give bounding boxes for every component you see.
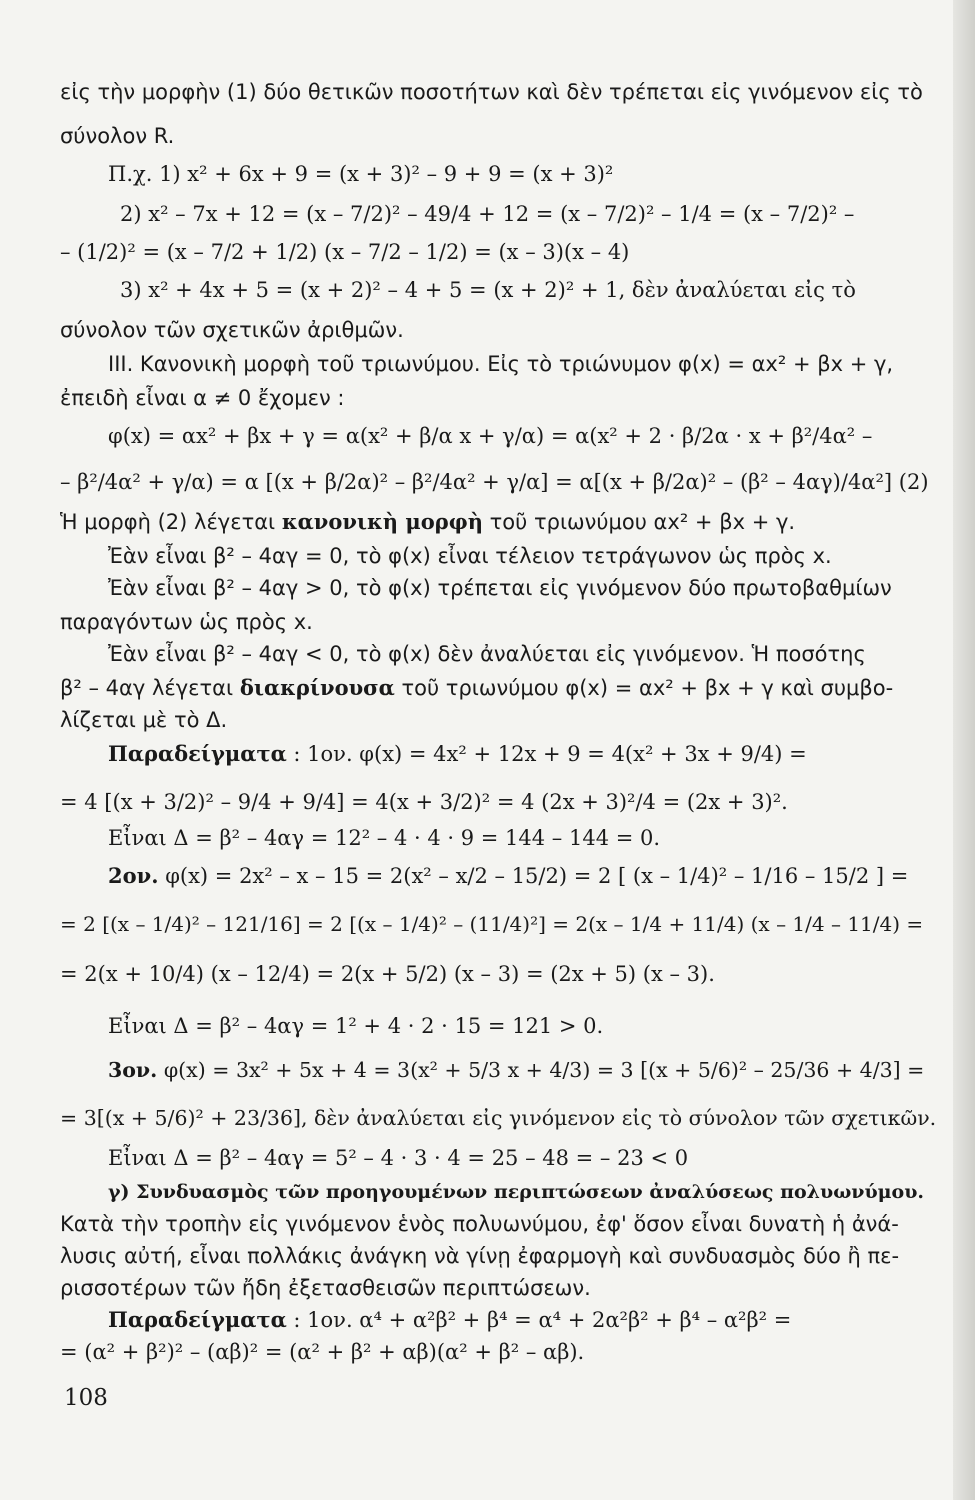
math-line: = (α² + β²)² – (αβ)² = (α² + β² + αβ)(α² + β² – αβ).	[60, 1340, 585, 1364]
text-line: Ἐὰν εἶναι β² – 4αγ = 0, τὸ φ(x) εἶναι τέλειον τετράγωνον ὡς πρὸς x.	[108, 544, 832, 568]
math-line: = 2 [(x – 1/4)² – 121/16] = 2 [(x – 1/4)² – (11/4)²] = 2(x – 1/4 + 11/4) (x – 1/4 – 11/4) =	[60, 912, 924, 936]
text-line: λυσις αὐτή, εἶναι πολλάκις ἀνάγκη νὰ γίνῃ ἐφαρμογὴ καὶ συνδυασμὸς δύο ἢ πε-	[60, 1244, 900, 1268]
math-line: Εἶναι Δ = β² – 4αγ = 5² – 4 · 3 · 4 = 25 – 48 = – 23 < 0	[108, 1146, 689, 1170]
math-line: Εἶναι Δ = β² – 4αγ = 12² – 4 · 4 · 9 = 144 – 144 = 0.	[108, 826, 661, 850]
math-line: = 2(x + 10/4) (x – 12/4) = 2(x + 5/2) (x – 3) = (2x + 5) (x – 3).	[60, 962, 715, 986]
section-heading: γ) Συνδυασμὸς τῶν προηγουμένων περιπτώσεων ἀναλύσεως πολυωνύμου.	[108, 1181, 925, 1203]
text-line: παραγόντων ὡς πρὸς x.	[60, 610, 313, 634]
text-line: Ἐὰν εἶναι β² – 4αγ < 0, τὸ φ(x) δὲν ἀναλύεται εἰς γινόμενον. Ἡ ποσότης	[108, 642, 866, 666]
page-edge	[953, 0, 975, 1500]
math-line: – (1/2)² = (x – 7/2 + 1/2) (x – 7/2 – 1/2) = (x – 3)(x – 4)	[60, 240, 630, 264]
math-line: 3) x² + 4x + 5 = (x + 2)² – 4 + 5 = (x + 2)² + 1, δὲν ἀναλύεται εἰς τὸ	[120, 278, 856, 302]
math-line: φ(x) = αx² + βx + γ = α(x² + β/α x + γ/α) = α(x² + 2 · β/2α · x + β²/4α² –	[108, 424, 873, 448]
math-line: Παραδείγματα : 1ον. φ(x) = 4x² + 12x + 9 = 4(x² + 3x + 9/4) =	[108, 741, 807, 766]
text-line: σύνολον τῶν σχετικῶν ἀριθμῶν.	[60, 318, 404, 342]
text-line: Ἡ μορφὴ (2) λέγεται κανονικὴ μορφὴ τοῦ τριωνύμου αx² + βx + γ.	[60, 509, 796, 534]
math-line: 2ον. φ(x) = 2x² – x – 15 = 2(x² – x/2 – 15/2) = 2 [ (x – 1/4)² – 1/16 – 15/2 ] =	[108, 863, 909, 888]
text-line: ρισσοτέρων τῶν ἤδη ἐξετασθεισῶν περιπτώσεων.	[60, 1276, 591, 1300]
math-line: 3ον. φ(x) = 3x² + 5x + 4 = 3(x² + 5/3 x + 4/3) = 3 [(x + 5/6)² – 25/36 + 4/3] =	[108, 1058, 925, 1082]
math-line: Π.χ. 1) x² + 6x + 9 = (x + 3)² – 9 + 9 = (x + 3)²	[108, 162, 614, 186]
page-number: 108	[64, 1385, 108, 1411]
text-line: ἐπειδὴ εἶναι α ≠ 0 ἔχομεν :	[60, 386, 345, 410]
text-line: Κατὰ τὴν τροπὴν εἰς γινόμενον ἑνὸς πολυωνύμου, ἐφ' ὅσον εἶναι δυνατὴ ἡ ἀνά-	[60, 1212, 899, 1236]
text-line: III. Κανονικὴ μορφὴ τοῦ τριωνύμου. Εἰς τὸ τριώνυμον φ(x) = αx² + βx + γ,	[108, 352, 894, 376]
text-line: σύνολον R.	[60, 124, 175, 148]
text-line: Ἐὰν εἶναι β² – 4αγ > 0, τὸ φ(x) τρέπεται εἰς γινόμενον δύο πρωτοβαθμίων	[108, 576, 892, 600]
math-line: Παραδείγματα : 1ον. α⁴ + α²β² + β⁴ = α⁴ + 2α²β² + β⁴ – α²β² =	[108, 1307, 792, 1332]
math-line: 2) x² – 7x + 12 = (x – 7/2)² – 49/4 + 12 = (x – 7/2)² – 1/4 = (x – 7/2)² –	[120, 202, 855, 226]
text-line: εἰς τὴν μορφὴν (1) δύο θετικῶν ποσοτήτων καὶ δὲν τρέπεται εἰς γινόμενον εἰς τὸ	[60, 80, 923, 104]
math-line: Εἶναι Δ = β² – 4αγ = 1² + 4 · 2 · 15 = 121 > 0.	[108, 1014, 604, 1038]
math-line: = 3[(x + 5/6)² + 23/36], δὲν ἀναλύεται εἰς γινόμενον εἰς τὸ σύνολον τῶν σχετικῶν.	[60, 1106, 937, 1130]
text-line: β² – 4αγ λέγεται διακρίνουσα τοῦ τριωνύμου φ(x) = αx² + βx + γ καὶ συμβο-	[60, 675, 894, 700]
math-line: – β²/4α² + γ/α) = α [(x + β/2α)² – β²/4α² + γ/α] = α[(x + β/2α)² – (β² – 4αγ)/4α²] (2)	[60, 470, 929, 494]
math-line: = 4 [(x + 3/2)² – 9/4 + 9/4] = 4(x + 3/2)² = 4 (2x + 3)²/4 = (2x + 3)².	[60, 790, 788, 814]
text-line: λίζεται μὲ τὸ Δ.	[60, 708, 228, 732]
